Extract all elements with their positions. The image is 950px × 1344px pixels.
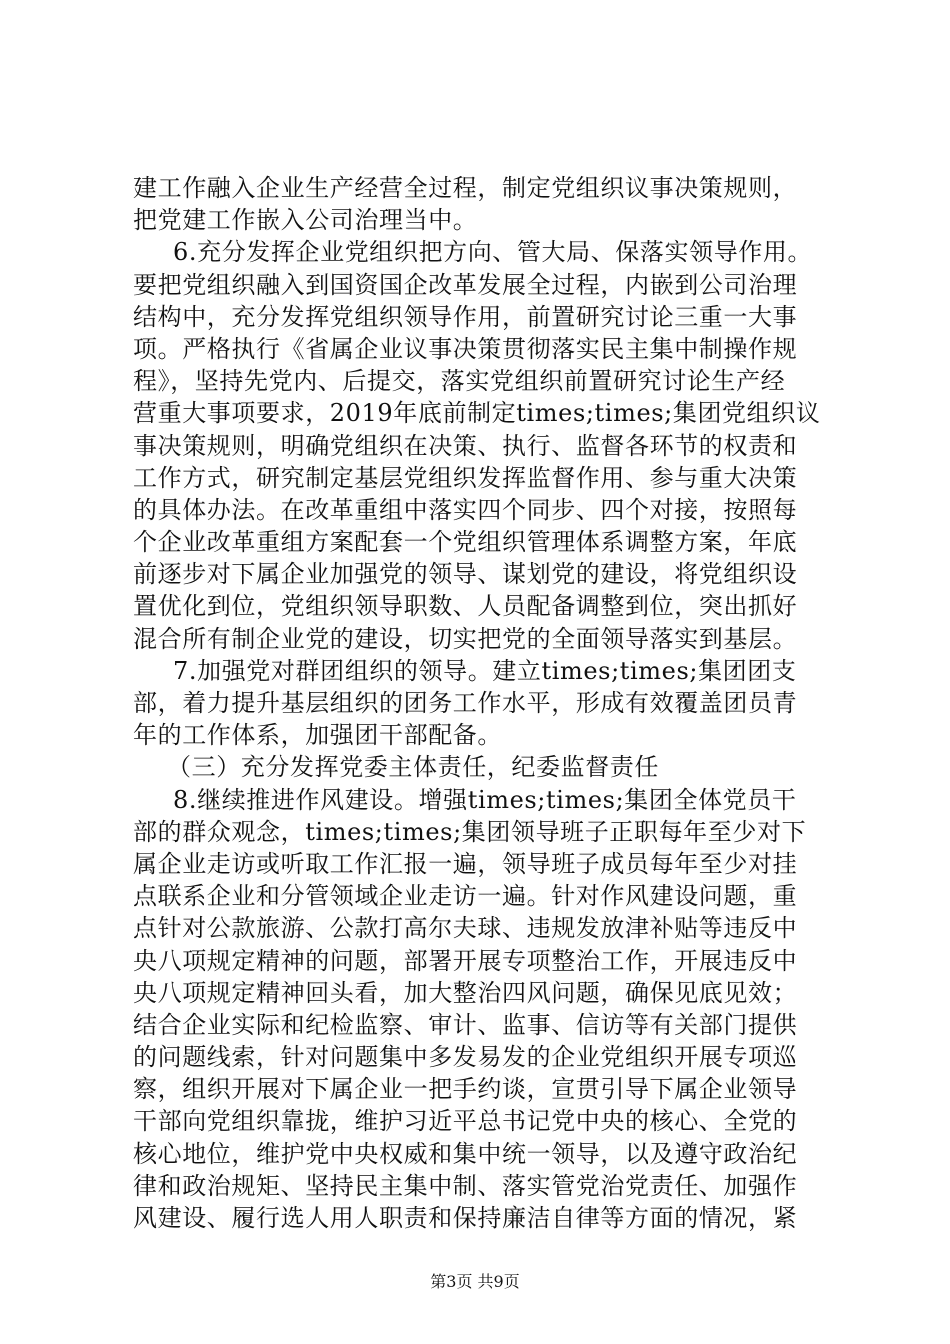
text-line: 要把党组织融入到国资国企改革发展全过程，内嵌到公司治理 (133, 270, 798, 299)
text-line: 置优化到位，党组织领导职数、人员配备调整到位，突出抓好 (133, 592, 798, 621)
text-line: 程》，坚持先党内、后提交，落实党组织前置研究讨论生产经 (133, 367, 786, 396)
text-line: 混合所有制企业党的建设，切实把党的全面领导落实到基层。 (133, 624, 798, 653)
text-line: 年的工作体系，加强团干部配备。 (133, 721, 502, 750)
text-line: 点联系企业和分管领域企业走访一遍。针对作风建设问题，重 (133, 882, 798, 911)
text-line: 项。严格执行《省属企业议事决策贯彻落实民主集中制操作规 (133, 334, 798, 363)
text-line: 个企业改革重组方案配套一个党组织管理体系调整方案，年底 (133, 528, 798, 557)
text-line: 部，着力提升基层组织的团务工作水平，形成有效覆盖团员青 (133, 689, 798, 717)
text-line: 建工作融入企业生产经营全过程，制定党组织议事决策规则， (133, 174, 798, 202)
text-line: 把党建工作嵌入公司治理当中。 (133, 206, 478, 235)
text-line: 核心地位，维护党中央权威和集中统一领导，以及遵守政治纪 (133, 1139, 798, 1168)
text-line: 律和政治规矩、坚持民主集中制、落实管党治党责任、加强作 (133, 1171, 798, 1200)
text-line: 结构中，充分发挥党组织领导作用，前置研究讨论三重一大事 (133, 302, 798, 331)
text-line: 部的群众观念，times;times;集团领导班子正职每年至少对下 (133, 817, 807, 846)
text-line: 干部向党组织靠拢，维护习近平总书记党中央的核心、全党的 (133, 1107, 798, 1136)
section-heading: （三）充分发挥党委主体责任，纪委监督责任 (167, 753, 659, 782)
text-line: 营重大事项要求，2019年底前制定times;times;集团党组织议 (133, 399, 821, 428)
text-line: 察，组织开展对下属企业一把手约谈，宣贯引导下属企业领导 (133, 1075, 798, 1104)
paragraph-heading-6: 6.充分发挥企业党组织把方向、管大局、保落实领导作用。 (173, 238, 813, 267)
text-line: 的问题线索，针对问题集中多发易发的企业党组织开展专项巡 (133, 1043, 798, 1072)
page-number: 第3页 共9页 (430, 1272, 520, 1291)
paragraph-heading-8: 8.继续推进作风建设。增强times;times;集团全体党员干 (173, 785, 797, 814)
text-line: 属企业走访或听取工作汇报一遍，领导班子成员每年至少对挂 (133, 849, 798, 878)
text-line: 前逐步对下属企业加强党的领导、谋划党的建设，将党组织设 (133, 560, 798, 589)
document-body (133, 172, 833, 1234)
text-line: 央八项规定精神回头看，加大整治四风问题，确保见底见效； (133, 978, 798, 1007)
page-footer (0, 1272, 950, 1292)
text-line: 点针对公款旅游、公款打高尔夫球、违规发放津补贴等违反中 (133, 914, 798, 943)
text-line: 工作方式，研究制定基层党组织发挥监督作用、参与重大决策 (133, 463, 798, 492)
text-line: 结合企业实际和纪检监察、审计、监事、信访等有关部门提供 (133, 1010, 798, 1039)
paragraph-heading-7: 7.加强党对群团组织的领导。建立times;times;集团团支 (173, 656, 797, 685)
text-line: 事决策规则，明确党组织在决策、执行、监督各环节的权责和 (133, 431, 798, 460)
text-line: 风建设、履行选人用人职责和保持廉洁自律等方面的情况，紧 (133, 1204, 798, 1232)
text-line: 央八项规定精神的问题，部署开展专项整治工作，开展违反中 (133, 946, 798, 975)
text-line: 的具体办法。在改革重组中落实四个同步、四个对接，按照每 (133, 495, 798, 524)
